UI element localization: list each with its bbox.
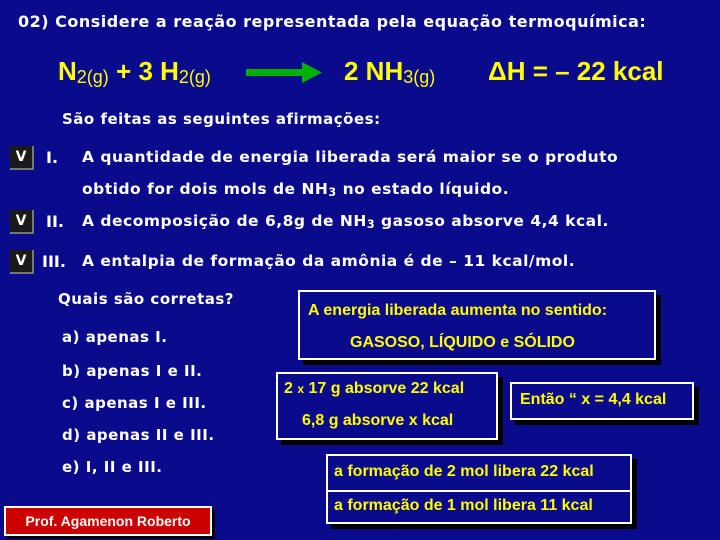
- true-mark-statement-3: V: [10, 250, 34, 274]
- n2-symbol: N: [58, 56, 77, 86]
- option-a[interactable]: a) apenas I.: [62, 328, 168, 346]
- statement-1-subscript: 3: [328, 185, 337, 199]
- product-formula: 2 NH: [344, 56, 404, 86]
- statement-1-line2-start: obtido for dois mols de NH: [82, 180, 329, 198]
- h2-state: 2(g): [178, 66, 211, 87]
- statement-1-line1: A quantidade de energia liberada será maior se o produto: [82, 148, 619, 166]
- true-mark-statement-2: V: [10, 210, 34, 234]
- product-state: 3(g): [403, 66, 436, 87]
- statement-2-subscript: 3: [366, 217, 376, 231]
- result-box: [510, 382, 694, 420]
- n2-state: 2(g): [76, 66, 109, 87]
- formation-1mol-text: a formação de 1 mol libera 11 kcal: [334, 497, 593, 514]
- statement-1-line2-end: no estado líquido.: [336, 180, 510, 198]
- author-footer: Prof. Agamenon Roberto: [4, 506, 212, 536]
- calc-line2: 6,8 g absorve x kcal: [302, 412, 454, 429]
- statement-2-text: [82, 212, 609, 230]
- reaction-arrow-icon: [246, 62, 322, 84]
- h2-term: + 3 H: [116, 56, 179, 86]
- question-title: 02) Considere a reação representada pela equação termoquímica:: [18, 12, 647, 31]
- energy-box-line2: GASOSO, LÍQUIDO e SÓLIDO: [350, 334, 575, 351]
- equation-product: [344, 56, 435, 87]
- result-text: Então “ x = 4,4 kcal: [520, 391, 667, 408]
- formation-2mol-text: a formação de 2 mol libera 22 kcal: [334, 463, 594, 480]
- true-mark-statement-1: V: [10, 146, 34, 170]
- equation-reactants: [58, 56, 211, 87]
- formation-1mol-box: [326, 490, 632, 524]
- options-prompt: Quais são corretas?: [58, 290, 235, 308]
- calc-line1-start: 2: [284, 380, 298, 397]
- statement-2-text-start: A decomposição de 6,8g de NH: [82, 212, 367, 230]
- option-d[interactable]: d) apenas II e III.: [62, 426, 215, 444]
- statement-1-numeral: I.: [46, 148, 59, 167]
- calc-line1: [284, 380, 464, 398]
- statement-1-line2: [82, 180, 509, 198]
- statement-3-text: A entalpia de formação da amônia é de – 11 kcal/mol.: [82, 252, 576, 270]
- statement-2-text-end: gasoso absorve 4,4 kcal.: [375, 212, 609, 230]
- calc-times: x: [297, 382, 305, 396]
- formation-2mol-box: [326, 454, 632, 492]
- statements-intro: São feitas as seguintes afirmações:: [62, 110, 381, 128]
- energy-box-line1: A energia liberada aumenta no sentido:: [308, 302, 608, 319]
- option-b[interactable]: b) apenas I e II.: [62, 362, 203, 380]
- enthalpy-value: ΔH = – 22 kcal: [488, 56, 664, 86]
- statement-3-numeral: III.: [42, 252, 66, 271]
- calculation-box: [276, 372, 498, 440]
- option-c[interactable]: c) apenas I e III.: [62, 394, 207, 412]
- calc-line1-end: 17 g absorve 22 kcal: [304, 380, 465, 397]
- statement-2-numeral: II.: [46, 212, 64, 231]
- option-e[interactable]: e) I, II e III.: [62, 458, 163, 476]
- energy-direction-box: [298, 290, 656, 360]
